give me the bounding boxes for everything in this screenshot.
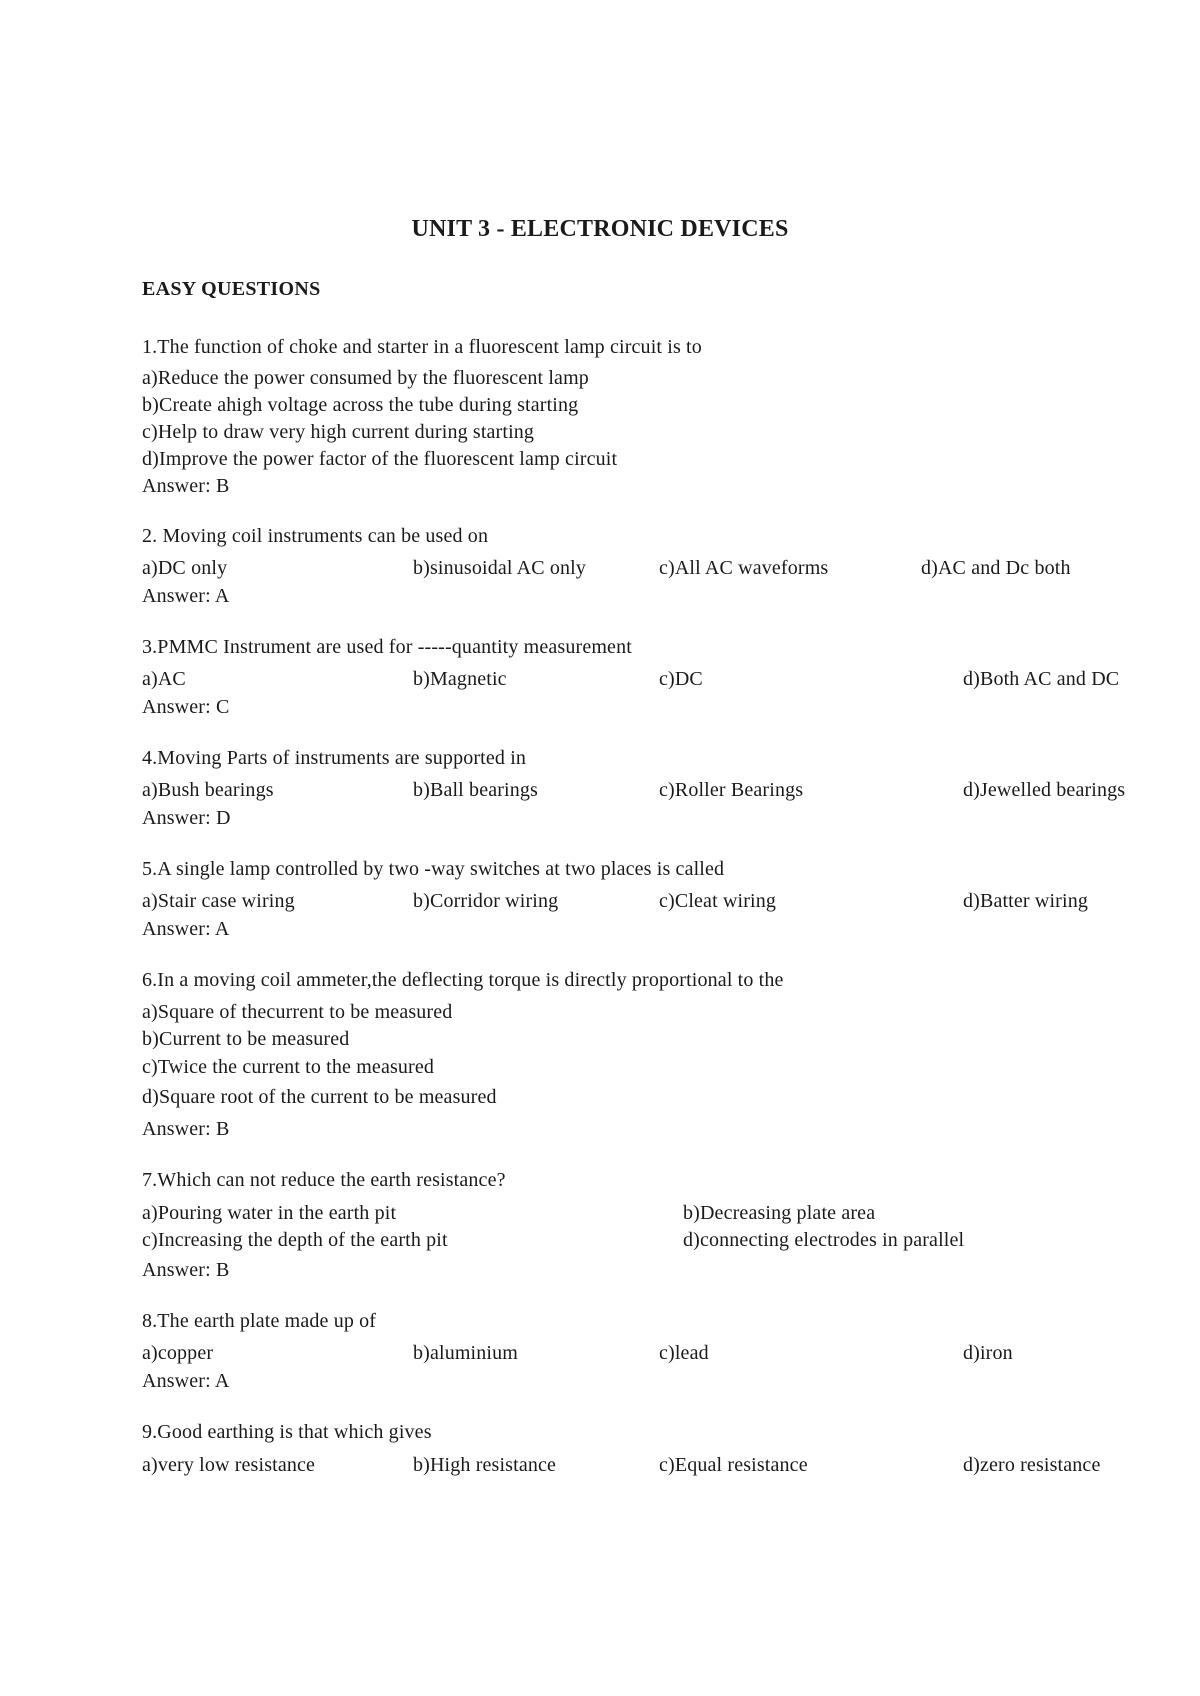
q9-option-d: d)zero resistance [963, 1454, 1101, 1476]
question-5: 5.A single lamp controlled by two -way switches at two places is called [142, 858, 725, 880]
question-2: 2. Moving coil instruments can be used on [142, 525, 489, 547]
q1-option-b: b)Create ahigh voltage across the tube during starting [142, 394, 579, 416]
question-7: 7.Which can not reduce the earth resistance? [142, 1169, 506, 1191]
q4-option-c: c)Roller Bearings [659, 779, 804, 801]
question-6: 6.In a moving coil ammeter,the deflecting torque is directly proportional to the [142, 969, 784, 991]
q3-option-a: a)AC [142, 668, 186, 690]
q3-option-d: d)Both AC and DC [963, 668, 1120, 690]
section-heading: EASY QUESTIONS [142, 278, 321, 300]
q9-option-b: b)High resistance [413, 1454, 557, 1476]
question-3: 3.PMMC Instrument are used for -----quantity measurement [142, 636, 632, 658]
q4-answer: Answer: D [142, 807, 231, 829]
q5-option-a: a)Stair case wiring [142, 890, 295, 912]
q5-option-b: b)Corridor wiring [413, 890, 559, 912]
q6-option-b: b)Current to be measured [142, 1028, 350, 1050]
q3-option-c: c)DC [659, 668, 703, 690]
q4-option-d: d)Jewelled bearings [963, 779, 1126, 801]
q1-option-a: a)Reduce the power consumed by the fluorescent lamp [142, 367, 589, 389]
q8-option-a: a)copper [142, 1342, 214, 1364]
question-8: 8.The earth plate made up of [142, 1310, 377, 1332]
q7-option-a: a)Pouring water in the earth pit [142, 1202, 397, 1224]
q9-option-a: a)very low resistance [142, 1454, 316, 1476]
q4-option-b: b)Ball bearings [413, 779, 538, 801]
q6-option-a: a)Square of thecurrent to be measured [142, 1001, 453, 1023]
page-title: UNIT 3 - ELECTRONIC DEVICES [411, 216, 789, 242]
q8-option-d: d)iron [963, 1342, 1013, 1364]
q3-answer: Answer: C [142, 696, 230, 718]
q4-option-a: a)Bush bearings [142, 779, 274, 801]
q7-option-d: d)connecting electrodes in parallel [683, 1229, 965, 1251]
q2-option-b: b)sinusoidal AC only [413, 557, 587, 579]
question-4: 4.Moving Parts of instruments are supported in [142, 747, 527, 769]
q1-option-d: d)Improve the power factor of the fluorescent lamp circuit [142, 448, 618, 470]
q9-option-c: c)Equal resistance [659, 1454, 808, 1476]
q7-option-c: c)Increasing the depth of the earth pit [142, 1229, 448, 1251]
q6-option-d: d)Square root of the current to be measured [142, 1086, 497, 1108]
q1-answer: Answer: B [142, 475, 230, 497]
q8-answer: Answer: A [142, 1370, 230, 1392]
q5-option-c: c)Cleat wiring [659, 890, 777, 912]
q1-option-c: c)Help to draw very high current during starting [142, 421, 535, 443]
q7-answer: Answer: B [142, 1259, 230, 1281]
q2-option-a: a)DC only [142, 557, 228, 579]
q2-option-d: d)AC and Dc both [921, 557, 1071, 579]
q6-option-c: c)Twice the current to the measured [142, 1056, 435, 1078]
q5-option-d: d)Batter wiring [963, 890, 1088, 912]
q5-answer: Answer: A [142, 918, 230, 940]
question-9: 9.Good earthing is that which gives [142, 1421, 432, 1443]
q8-option-b: b)aluminium [413, 1342, 518, 1364]
q7-option-b: b)Decreasing plate area [683, 1202, 876, 1224]
q6-answer: Answer: B [142, 1118, 230, 1140]
q2-answer: Answer: A [142, 585, 230, 607]
question-1: 1.The function of choke and starter in a fluorescent lamp circuit is to [142, 336, 702, 358]
q3-option-b: b)Magnetic [413, 668, 507, 690]
q8-option-c: c)lead [659, 1342, 709, 1364]
q2-option-c: c)All AC waveforms [659, 557, 829, 579]
